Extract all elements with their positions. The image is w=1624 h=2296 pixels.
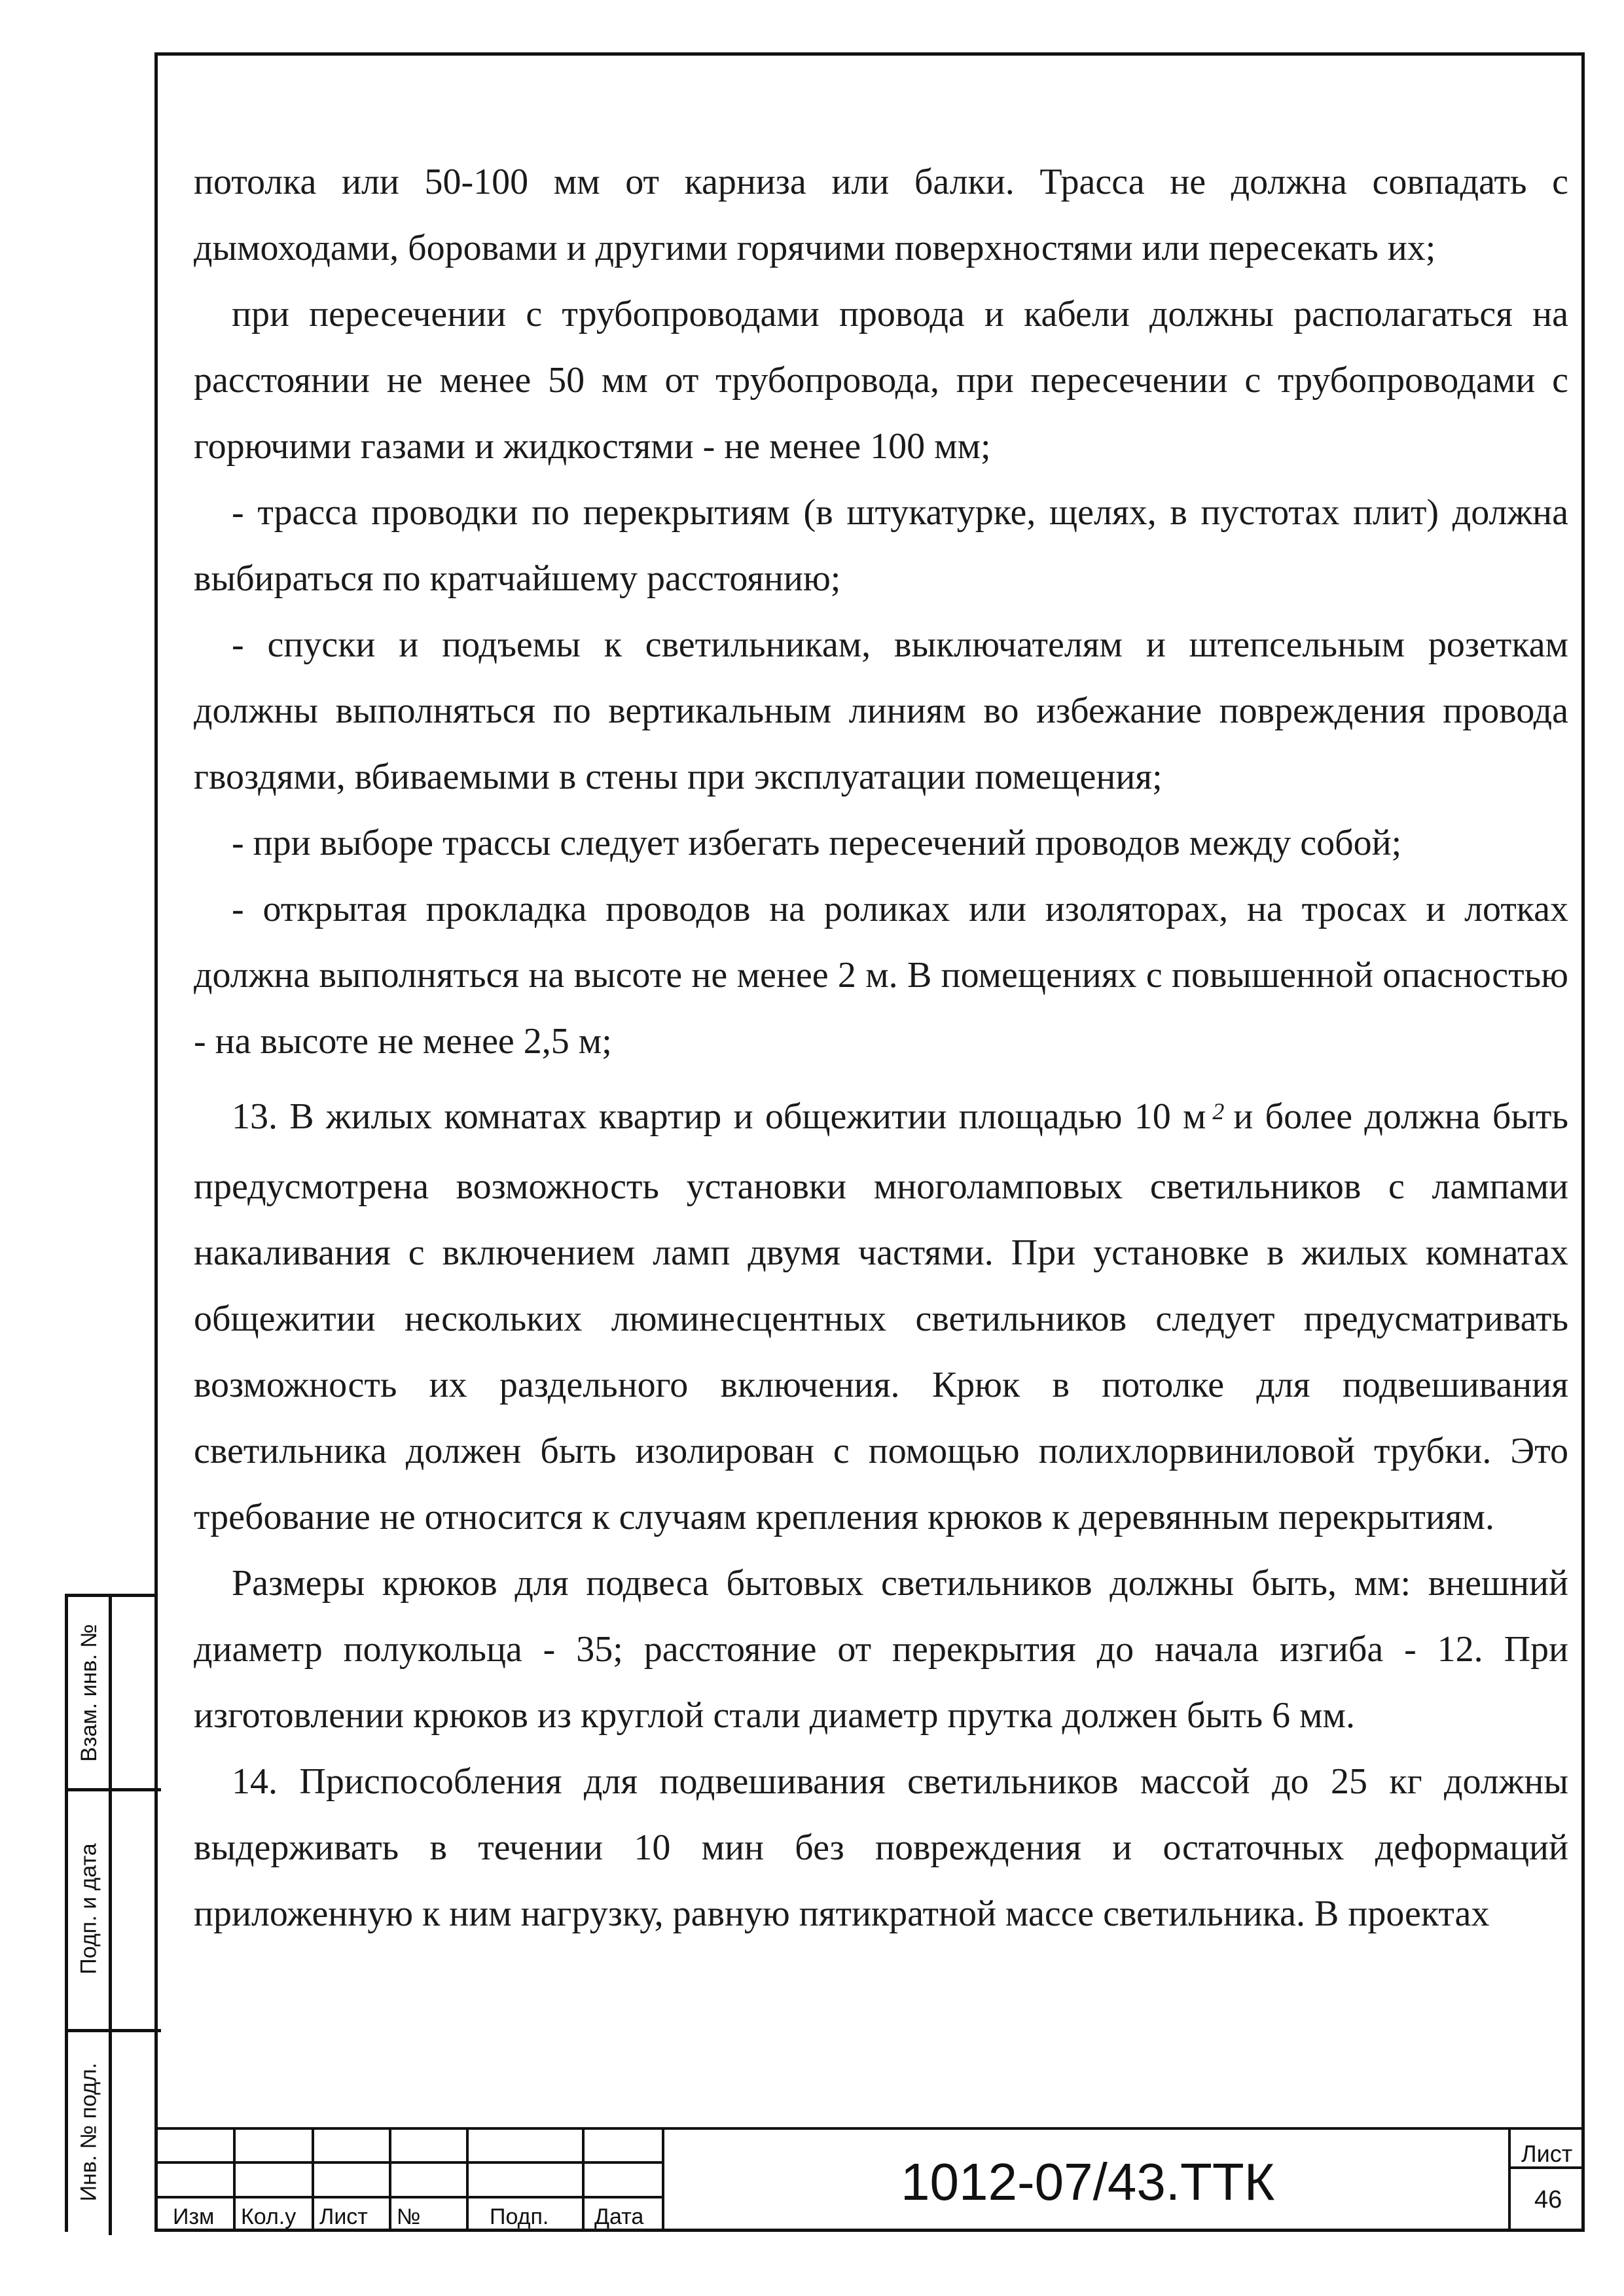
title-block — [154, 2127, 1585, 2232]
paragraph-5: - при выборе трассы следует избегать пересечений проводов между собой; — [232, 823, 1402, 863]
paragraph-9: 14. Приспособления для подвешивания светильников массой до 25 кг должны выдерживать в течении 10 мин без повреждения и остаточных деформаций приложенную к ним нагрузку, равную пятикратной массе светильника. В проектах — [194, 1761, 1568, 1934]
paragraph-7-rest: и более должна быть предусмотрена возможность установки многоламповых светильников с лампами накаливания с включением ламп двумя частями. При установке в жилых комнатах общежитии нескольких люминесцентных светильников следует предусматривать возможность их раздельного включения. Крюк в потолке для подвешивания светильника должен быть изолирован с помощью полихлорвиниловой трубки. Это требование не относится к случаям крепления крюков к деревянным перекрытиям. — [194, 1096, 1568, 1537]
paragraph-3: - трасса проводки по перекрытиям (в штукатурке, щелях, в пустотах плит) должна выбираться по кратчайшему расстоянию; — [194, 492, 1568, 599]
paragraph-4: - спуски и подъемы к светильникам, выключателям и штепсельным розеткам должны выполняться по вертикальным линиям во избежание повреждения провода гвоздями, вбиваемыми в стены при эксплуатации помещения; — [194, 624, 1568, 797]
document-code: 1012-07/43.ТТК — [901, 2153, 1275, 2211]
col-data: Дата — [594, 2204, 644, 2229]
paragraph-8: Размеры крюков для подвеса бытовых светильников должны быть, мм: внешний диаметр полукольца - 35; расстояние от перекрытия до начала изгиба - 12. При изготовлении крюков из круглой стали диаметр прутка должен быть 6 мм. — [194, 1563, 1568, 1736]
body-text — [194, 149, 1568, 1947]
sheet-number: 46 — [1534, 2186, 1562, 2214]
side-stamp — [65, 1594, 158, 2232]
col-podp: Подп. — [490, 2204, 549, 2229]
label-vzam-inv: Взам. инв. № — [76, 1623, 101, 1762]
paragraph-1a: потолка или 50-100 мм от карниза или балки. Трасса не должна совпадать с — [194, 162, 1568, 202]
col-izm: Изм — [173, 2204, 215, 2229]
superscript-2: 2 — [1212, 1098, 1225, 1124]
label-podp-data: Подп. и дата — [76, 1842, 101, 1975]
label-inv-podl: Инв. № подл. — [76, 2062, 101, 2202]
paragraph-2: при пересечении с трубопроводами провода и кабели должны располагаться на расстоянии не менее 50 мм от трубопровода, при пересечении с трубопроводами с горючими газами и жидкостями - не менее 100 мм; — [194, 294, 1568, 467]
col-list: Лист — [319, 2204, 368, 2229]
col-number: № — [397, 2204, 421, 2229]
paragraph-6: - открытая прокладка проводов на роликах или изоляторах, на тросах и лотках должна выполняться на высоте не менее 2 м. В помещениях с повышенной опасностью - на высоте не менее 2,5 м; — [194, 889, 1568, 1062]
paragraph-1b: дымоходами, боровами и другими горячими поверхностями или пересекать их; — [194, 228, 1436, 268]
sheet-label: Лист — [1521, 2140, 1573, 2167]
paragraph-7-start: 13. В жилых комнатах квартир и общежитии площадью 10 м — [232, 1096, 1206, 1137]
col-kol-u: Кол.у — [241, 2204, 297, 2229]
paragraph-7 — [194, 1084, 1568, 1551]
